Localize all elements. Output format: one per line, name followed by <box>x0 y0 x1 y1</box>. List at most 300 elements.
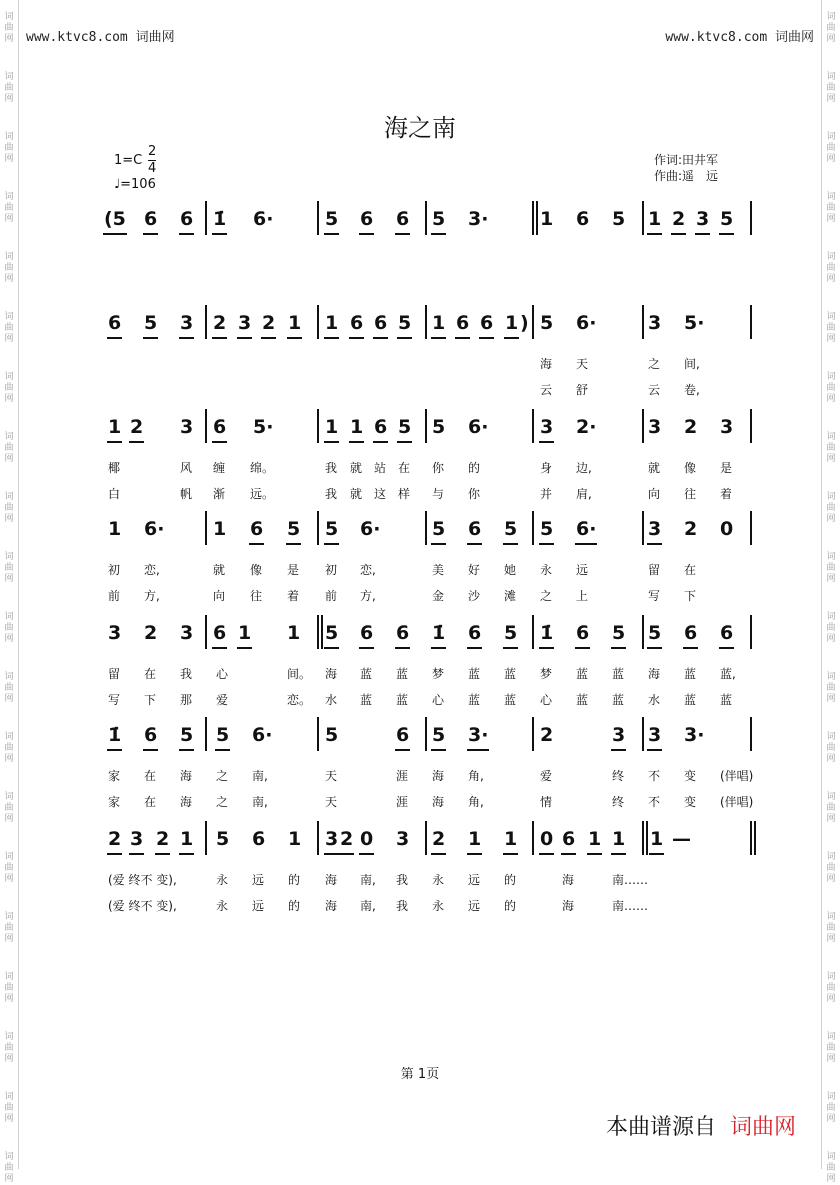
lyric-word: 蓝 <box>720 693 733 707</box>
lyric-word: 蓝 <box>576 667 589 681</box>
lyric-word: 永 <box>540 563 553 577</box>
lyric-word: 蓝 <box>468 667 481 681</box>
lyric-word: 我 <box>180 667 193 681</box>
watermark-text: 词 曲 网 <box>4 912 14 944</box>
note: 3 <box>396 828 410 850</box>
site-url-left[interactable]: www.ktvc8.com 词曲网 <box>26 30 175 45</box>
lyric-word: 初 <box>108 563 121 577</box>
note: 2 <box>540 724 554 746</box>
lyric-word: 与 <box>432 487 445 501</box>
lyric-word: 南, <box>360 873 376 887</box>
lyric-word: 南…… <box>612 899 649 913</box>
barline <box>750 615 752 649</box>
note: 5 <box>287 518 301 540</box>
lyric-word: 是 <box>287 563 300 577</box>
lyric-word: 的 <box>504 899 517 913</box>
left-watermark-strip <box>0 0 19 1184</box>
note: 2· <box>576 416 597 438</box>
lyric-word: 爱 <box>540 769 553 783</box>
watermark-text: 词 曲 网 <box>826 372 836 404</box>
page-number: 第 1页 <box>400 1067 440 1082</box>
note: 6 <box>213 416 227 438</box>
lyric-word: 绵。 <box>250 461 275 475</box>
note: 6 <box>576 622 590 644</box>
note: 0 <box>360 828 374 850</box>
lyric-word: 帆 <box>180 487 193 501</box>
lyric-word: 并 <box>540 487 553 501</box>
lyric-word: 海 <box>562 899 575 913</box>
watermark-text: 词 曲 网 <box>4 732 14 764</box>
lyric-word: 就 <box>648 461 661 475</box>
watermark-text: 词 曲 网 <box>826 192 836 224</box>
lyric-word: 我 <box>325 487 338 501</box>
barline <box>642 201 644 235</box>
note: 6· <box>252 724 273 746</box>
note: 2 <box>684 416 698 438</box>
note: 6 <box>374 416 388 438</box>
lyric-word: 的 <box>504 873 517 887</box>
lyric-word: 爱 <box>216 693 229 707</box>
lyric-word: 天 <box>325 769 338 783</box>
barline <box>750 201 752 235</box>
watermark-text: 词 曲 网 <box>4 252 14 284</box>
lyric-word: 变 <box>684 769 697 783</box>
watermark-text: 词 曲 网 <box>826 912 836 944</box>
note: 6 <box>562 828 576 850</box>
note: 6· <box>360 518 381 540</box>
lyric-word: 海 <box>432 769 445 783</box>
note: 5 <box>432 518 446 540</box>
barline <box>205 201 207 235</box>
note: 1 <box>588 828 602 850</box>
lyric-word: 永 <box>216 899 229 913</box>
note: 5 <box>325 208 339 230</box>
barline <box>750 305 752 339</box>
watermark-text: 词 曲 网 <box>4 1092 14 1124</box>
lyric-word: 向 <box>648 487 661 501</box>
lyric-word: 椰 <box>108 461 121 475</box>
barline <box>425 511 427 545</box>
watermark-text: 词 曲 网 <box>4 432 14 464</box>
barline <box>425 201 427 235</box>
note: 1 <box>540 208 554 230</box>
lyric-word: 的 <box>288 899 301 913</box>
note: 5 <box>648 622 662 644</box>
watermark-text: 词 曲 网 <box>4 612 14 644</box>
note: 0 <box>720 518 734 540</box>
note: 5 <box>144 312 158 334</box>
watermark-text: 词 曲 网 <box>826 1092 836 1124</box>
note: 6 <box>108 312 122 334</box>
lyric-word: 好 <box>468 563 481 577</box>
lyric-word: 云 <box>540 383 553 397</box>
barline <box>205 717 207 751</box>
lyric-word: 终 <box>612 795 625 809</box>
barline <box>205 821 207 855</box>
lyric-word: 恋, <box>144 563 160 577</box>
note: 6 <box>374 312 388 334</box>
lyric-word: 梦 <box>540 667 553 681</box>
lyric-word: 金 <box>432 589 445 603</box>
time-signature <box>148 144 156 177</box>
lyric-word: 就 <box>350 487 363 501</box>
barline <box>532 201 538 235</box>
barline <box>317 511 319 545</box>
lyric-word: 远 <box>468 899 481 913</box>
lyric-word: 变 <box>684 795 697 809</box>
watermark-text: 词 曲 网 <box>826 732 836 764</box>
note: 5 <box>432 208 446 230</box>
note: 2 <box>144 622 158 644</box>
lyric-word: 我 <box>396 899 409 913</box>
note: 1̇ <box>213 208 227 230</box>
note: 1 <box>238 622 252 644</box>
note: 5 <box>612 208 626 230</box>
lyric-word: 水 <box>648 693 661 707</box>
lyric-word: 间, <box>684 357 700 371</box>
lyric-word: 永 <box>216 873 229 887</box>
watermark-text: 词 曲 网 <box>826 612 836 644</box>
note: 3 <box>648 416 662 438</box>
source-credit <box>606 1110 796 1141</box>
note: 1 <box>505 312 519 334</box>
lyric-word: 海 <box>180 795 193 809</box>
note: 3 <box>720 416 734 438</box>
lyric-word: 那 <box>180 693 193 707</box>
right-watermark-strip <box>821 0 840 1184</box>
lyric-word: 间。 <box>287 667 312 681</box>
note: 1̇ <box>540 622 554 644</box>
lyric-word: 前 <box>325 589 338 603</box>
lyric-word: 海 <box>540 357 553 371</box>
barline <box>642 821 648 855</box>
watermark-text: 词 曲 网 <box>826 252 836 284</box>
lyric-word: 上 <box>576 589 589 603</box>
barline <box>642 511 644 545</box>
note: 1̇ <box>432 622 446 644</box>
note: 6 <box>360 208 374 230</box>
lyric-word: 渐 <box>213 487 226 501</box>
lyric-word: 站 <box>374 461 387 475</box>
tempo-value: =106 <box>120 177 156 192</box>
barline <box>532 409 534 443</box>
lyric-word: 蓝, <box>720 667 736 681</box>
lyric-word: 白 <box>108 487 121 501</box>
watermark-text: 词 曲 网 <box>4 12 14 44</box>
barline <box>317 717 319 751</box>
lyric-word: 往 <box>684 487 697 501</box>
note: 3· <box>684 724 705 746</box>
lyric-word: 蓝 <box>360 667 373 681</box>
note: 3 <box>612 724 626 746</box>
note: 3 <box>180 416 194 438</box>
lyric-word: 就 <box>350 461 363 475</box>
lyric-word: 海 <box>432 795 445 809</box>
lyric-word: 永 <box>432 899 445 913</box>
barline <box>532 615 534 649</box>
note: 1 <box>213 518 227 540</box>
barline <box>532 717 534 751</box>
barline <box>317 821 319 855</box>
lyric-word: 的 <box>468 461 481 475</box>
note: 5 <box>325 518 339 540</box>
credits <box>654 152 718 184</box>
note: 6 <box>396 724 410 746</box>
note: 3 <box>180 312 194 334</box>
lyric-word: 不 <box>648 795 661 809</box>
note: 1 <box>504 828 518 850</box>
lyric-word: 角, <box>468 769 484 783</box>
note: 2 <box>672 208 686 230</box>
barline <box>750 821 756 855</box>
lyric-word: 南, <box>252 795 268 809</box>
lyric-word: 心 <box>432 693 445 707</box>
lyric-word: 海 <box>325 667 338 681</box>
note: 0 <box>540 828 554 850</box>
lyric-word: 美 <box>432 563 445 577</box>
song-title: 海之南 <box>384 114 456 142</box>
watermark-text: 词 曲 网 <box>826 432 836 464</box>
note: 6· <box>576 518 597 540</box>
note: 1 <box>432 312 446 334</box>
lyric-word: 蓝 <box>468 693 481 707</box>
note: 5 <box>216 828 230 850</box>
note: 6 <box>350 312 364 334</box>
note: 2 <box>262 312 276 334</box>
key-signature: 1=C <box>114 153 143 168</box>
barline <box>532 511 534 545</box>
lyric-word: 心 <box>540 693 553 707</box>
note: — <box>672 828 691 850</box>
watermark-text: 词 曲 网 <box>4 552 14 584</box>
note: 3 <box>130 828 144 850</box>
lyric-word: 海 <box>648 667 661 681</box>
lyric-word: 初 <box>325 563 338 577</box>
note: 5 <box>398 416 412 438</box>
barline <box>750 717 752 751</box>
source-text: 本曲谱源自 <box>605 1115 716 1140</box>
note: 6 <box>396 622 410 644</box>
watermark-text: 词 曲 网 <box>4 672 14 704</box>
note: 1 <box>325 312 339 334</box>
barline <box>425 717 427 751</box>
lyric-word: 蓝 <box>396 693 409 707</box>
note: 6 <box>576 208 590 230</box>
watermark-text: 词 曲 网 <box>4 132 14 164</box>
lyric-word: 蓝 <box>576 693 589 707</box>
barline <box>317 305 319 339</box>
barline <box>642 409 644 443</box>
lyric-word: (伴唱) <box>720 795 754 809</box>
note: 6· <box>576 312 597 334</box>
barline <box>532 821 534 855</box>
barline <box>317 201 319 235</box>
lyric-word: 她 <box>504 563 517 577</box>
watermark-text: 词 曲 网 <box>826 1152 836 1184</box>
lyric-word: 终 <box>612 769 625 783</box>
lyric-word: 蓝 <box>684 693 697 707</box>
note: 5· <box>253 416 274 438</box>
lyric-word: 在 <box>144 667 157 681</box>
note: 6 <box>468 622 482 644</box>
note: 6 <box>480 312 494 334</box>
watermark-text: 词 曲 网 <box>4 972 14 1004</box>
note: 3 <box>180 622 194 644</box>
note: 5 <box>720 208 734 230</box>
note: 6 <box>456 312 470 334</box>
note: 1 <box>325 416 339 438</box>
time-signature-denominator: 4 <box>148 161 157 176</box>
watermark-text: 词 曲 网 <box>4 372 14 404</box>
lyric-word: 蓝 <box>612 667 625 681</box>
watermark-text: 词 曲 网 <box>4 1152 14 1184</box>
lyric-word: 前 <box>108 589 121 603</box>
lyric-word: 沙 <box>468 589 481 603</box>
lyric-word: 下 <box>684 589 697 603</box>
lyric-word: 之 <box>216 795 229 809</box>
lyric-word: 蓝 <box>504 693 517 707</box>
watermark-text: 词 曲 网 <box>826 492 836 524</box>
note: 6 <box>144 208 158 230</box>
watermark-text: 词 曲 网 <box>826 72 836 104</box>
lyric-word: 之 <box>540 589 553 603</box>
lyric-word: 写 <box>648 589 661 603</box>
note: 1 <box>108 518 122 540</box>
note: 6 <box>144 724 158 746</box>
note: 6 <box>720 622 734 644</box>
barline <box>532 305 534 339</box>
note: 5 <box>216 724 230 746</box>
note: 5 <box>612 622 626 644</box>
note: 2 <box>684 518 698 540</box>
note: (5 <box>104 208 126 230</box>
lyric-word: 写 <box>108 693 121 707</box>
lyric-word: 之 <box>216 769 229 783</box>
watermark-text: 词 曲 网 <box>826 12 836 44</box>
lyric-word: 卷, <box>684 383 700 397</box>
note: 6 <box>252 828 266 850</box>
barline <box>642 717 644 751</box>
note: 6 <box>213 622 227 644</box>
note: 3 <box>325 828 339 850</box>
note: 1 <box>648 208 662 230</box>
note: 6 <box>468 518 482 540</box>
note: 6· <box>468 416 489 438</box>
lyric-word: 着 <box>287 589 300 603</box>
note: 2 <box>432 828 446 850</box>
note: 1 <box>287 622 301 644</box>
lyric-word: 永 <box>432 873 445 887</box>
lyric-word: 下 <box>144 693 157 707</box>
lyric-word: (爱 终不 变), <box>108 873 177 887</box>
site-url-right[interactable]: www.ktvc8.com 词曲网 <box>665 30 814 45</box>
note: 6 <box>180 208 194 230</box>
lyric-word: 梦 <box>432 667 445 681</box>
lyric-word: 水 <box>325 693 338 707</box>
barline <box>750 511 752 545</box>
note: 5 <box>325 724 339 746</box>
note: 1 <box>108 416 122 438</box>
note: 5· <box>684 312 705 334</box>
note: ) <box>520 312 529 334</box>
lyric-word: 蓝 <box>360 693 373 707</box>
note: 1 <box>468 828 482 850</box>
lyric-word: 就 <box>213 563 226 577</box>
lyric-word: 方, <box>360 589 376 603</box>
barline <box>425 821 427 855</box>
note: 2 <box>130 416 144 438</box>
source-brand[interactable]: 词曲网 <box>729 1115 796 1140</box>
score-line <box>0 207 840 247</box>
lyric-word: 肩, <box>576 487 592 501</box>
lyric-word: 舒 <box>576 383 589 397</box>
lyric-word: (爱 终不 变), <box>108 899 177 913</box>
note: 3 <box>696 208 710 230</box>
watermark-text: 词 曲 网 <box>826 132 836 164</box>
note: 6 <box>250 518 264 540</box>
lyric-word: 这 <box>374 487 387 501</box>
lyric-word: 方, <box>144 589 160 603</box>
lyric-word: 情 <box>540 795 553 809</box>
lyric-word: 在 <box>144 795 157 809</box>
barline <box>425 409 427 443</box>
note: 1 <box>612 828 626 850</box>
note: 6· <box>144 518 165 540</box>
note: 6 <box>396 208 410 230</box>
note: 5 <box>398 312 412 334</box>
lyric-word: 云 <box>648 383 661 397</box>
note: 3· <box>468 724 489 746</box>
lyric-word: 南, <box>360 899 376 913</box>
lyric-word: 身 <box>540 461 553 475</box>
lyric-word: 我 <box>325 461 338 475</box>
lyric-word: 在 <box>144 769 157 783</box>
note: 3 <box>648 518 662 540</box>
lyric-word: 远 <box>468 873 481 887</box>
lyric-word: 边, <box>576 461 592 475</box>
watermark-text: 词 曲 网 <box>826 312 836 344</box>
note: 5 <box>540 518 554 540</box>
watermark-text: 词 曲 网 <box>4 192 14 224</box>
lyricist: 作词:田井军 <box>654 153 719 167</box>
lyric-word: 往 <box>250 589 263 603</box>
note: 3 <box>238 312 252 334</box>
barline <box>317 615 323 649</box>
barline <box>425 305 427 339</box>
lyric-word: 在 <box>684 563 697 577</box>
note: 3 <box>648 312 662 334</box>
lyric-word: 蓝 <box>612 693 625 707</box>
watermark-text: 词 曲 网 <box>826 672 836 704</box>
note: 1̇ <box>108 724 122 746</box>
lyric-word: 留 <box>108 667 121 681</box>
note: 3 <box>108 622 122 644</box>
watermark-text: 词 曲 网 <box>4 312 14 344</box>
lyric-word: 南, <box>252 769 268 783</box>
lyric-word: 在 <box>398 461 411 475</box>
lyric-word: 海 <box>325 899 338 913</box>
watermark-text: 词 曲 网 <box>826 792 836 824</box>
note: 2 <box>213 312 227 334</box>
note: 1 <box>350 416 364 438</box>
lyric-word: 是 <box>720 461 733 475</box>
lyric-word: 像 <box>684 461 697 475</box>
note: 5 <box>432 416 446 438</box>
note: 1 <box>180 828 194 850</box>
lyric-word: 海 <box>562 873 575 887</box>
barline <box>750 409 752 443</box>
time-signature-numerator: 2 <box>148 144 157 159</box>
